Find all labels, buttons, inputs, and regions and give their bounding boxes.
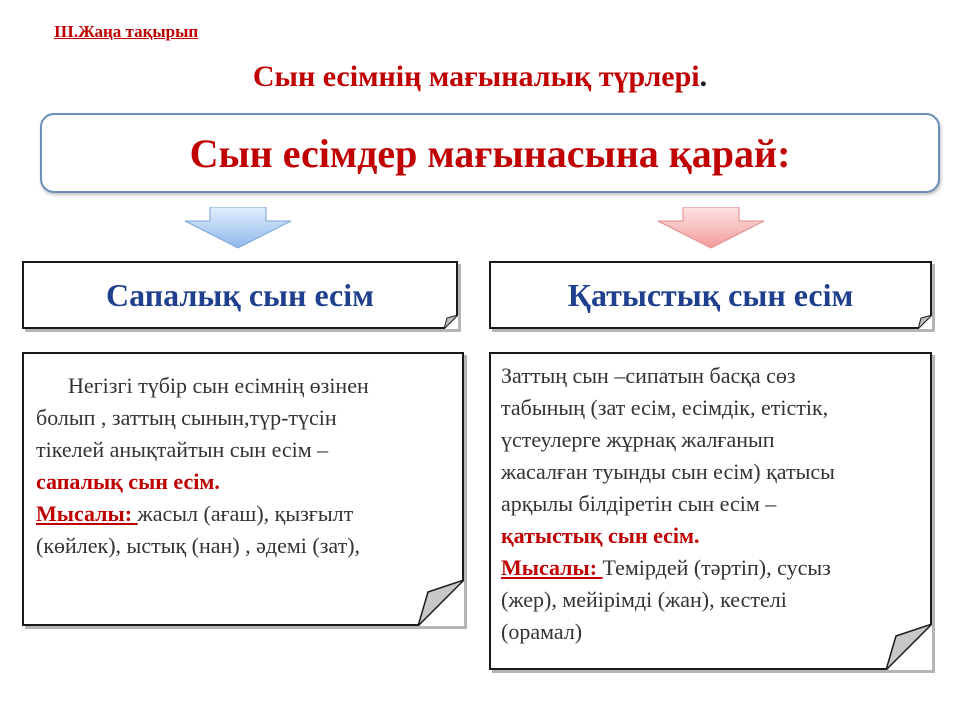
example-text: (жер), мейірімді (жан), кестелі: [501, 587, 787, 612]
definition-line: үстеулерге жұрнақ жалғанып: [501, 427, 775, 452]
relative-adjective-card: [489, 352, 932, 670]
subtitle-banner: [40, 113, 940, 193]
definition-line: тікелей анықтайтын сын есім –: [36, 437, 329, 462]
definition-line: Негізгі түбір сын есімнің өзінен: [68, 373, 369, 398]
relative-adjective-header: [489, 261, 932, 329]
subtitle-text: Сын есімдер мағынасына қарай:: [189, 130, 791, 176]
page-title-dot: .: [699, 60, 708, 93]
qualitative-adjective-heading: Сапалық сын есім: [106, 276, 374, 313]
page-curl-icon: [418, 580, 464, 626]
page-curl-icon: [886, 624, 932, 670]
red-arrow-down-icon: [656, 207, 766, 249]
term-highlight: қатыстық сын есім.: [501, 523, 700, 548]
example-text: (көйлек), ыстық (нан) , әдемі (зат),: [36, 533, 361, 558]
example-label: Мысалы:: [36, 501, 138, 526]
page-fold-icon: [444, 315, 458, 329]
page-title: [0, 60, 960, 94]
section-label: III.Жаңа тақырып: [54, 22, 199, 41]
definition-line: жасалған туынды сын есім) қатысы: [501, 459, 835, 484]
qualitative-adjective-card: [22, 352, 464, 626]
term-highlight: сапалық сын есім.: [36, 469, 220, 494]
definition-line: болып , заттың сынын,түр-түсін: [36, 405, 337, 430]
relative-adjective-heading: Қатыстық сын есім: [567, 276, 854, 313]
example-label: Мысалы:: [501, 555, 603, 580]
blue-arrow-down-icon: [183, 207, 293, 249]
example-text: (орамал): [501, 619, 583, 644]
qualitative-adjective-header: [22, 261, 458, 329]
definition-line: табының (зат есім, есімдік, етістік,: [501, 395, 829, 420]
definition-line: Заттың сын –сипатын басқа сөз: [501, 363, 796, 388]
page-fold-icon: [918, 315, 932, 329]
example-text: жасыл (ағаш), қызғылт: [137, 501, 354, 526]
page-title-text: Сын есімнің мағыналық түрлері: [252, 60, 700, 93]
definition-line: арқылы білдіретін сын есім –: [501, 491, 777, 516]
example-text: Темірдей (тәртіп), сусыз: [602, 555, 831, 580]
